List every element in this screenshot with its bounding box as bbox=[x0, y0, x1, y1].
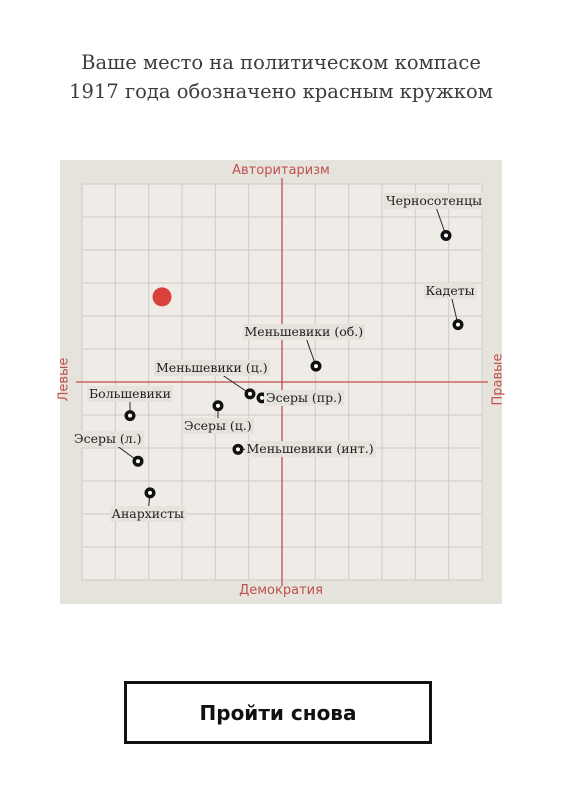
axis-label-left: Левые bbox=[56, 357, 72, 402]
axis-label-democracy: Демократия bbox=[239, 583, 323, 598]
party-point-center bbox=[128, 414, 132, 418]
heading-line-2: 1917 года обозначено красным кружком bbox=[69, 80, 493, 103]
party-point-center bbox=[216, 404, 220, 408]
retry-button[interactable]: Пройти снова bbox=[124, 681, 432, 744]
party-point-center bbox=[248, 392, 252, 396]
party-point-center bbox=[148, 491, 152, 495]
party-label: Анархисты bbox=[111, 505, 184, 521]
party-label: Меньшевики (инт.) bbox=[246, 441, 374, 457]
party-label: Эсеры (ц.) bbox=[184, 417, 252, 433]
party-label: Кадеты bbox=[425, 282, 475, 298]
user-position-marker bbox=[153, 287, 172, 306]
party-point-center bbox=[314, 364, 318, 368]
party-label: Большевики bbox=[89, 385, 171, 401]
compass-chart bbox=[60, 160, 502, 604]
party-point-center bbox=[136, 459, 140, 463]
heading-line-1: Ваше место на политическом компасе bbox=[81, 51, 481, 74]
party-label: Эсеры (л.) bbox=[74, 431, 142, 447]
axis-label-right: Правые bbox=[490, 353, 506, 406]
party-label: Эсеры (пр.) bbox=[266, 389, 342, 405]
axis-label-authoritarian: Авторитаризм bbox=[232, 163, 330, 178]
party-point-center bbox=[236, 447, 240, 451]
party-label: Меньшевики (об.) bbox=[244, 324, 364, 340]
party-label: Черносотенцы bbox=[386, 193, 483, 209]
party-point-center bbox=[456, 323, 460, 327]
political-compass bbox=[56, 160, 506, 604]
party-label: Меньшевики (ц.) bbox=[156, 359, 268, 375]
party-point-center bbox=[444, 233, 448, 237]
result-heading bbox=[0, 48, 562, 106]
